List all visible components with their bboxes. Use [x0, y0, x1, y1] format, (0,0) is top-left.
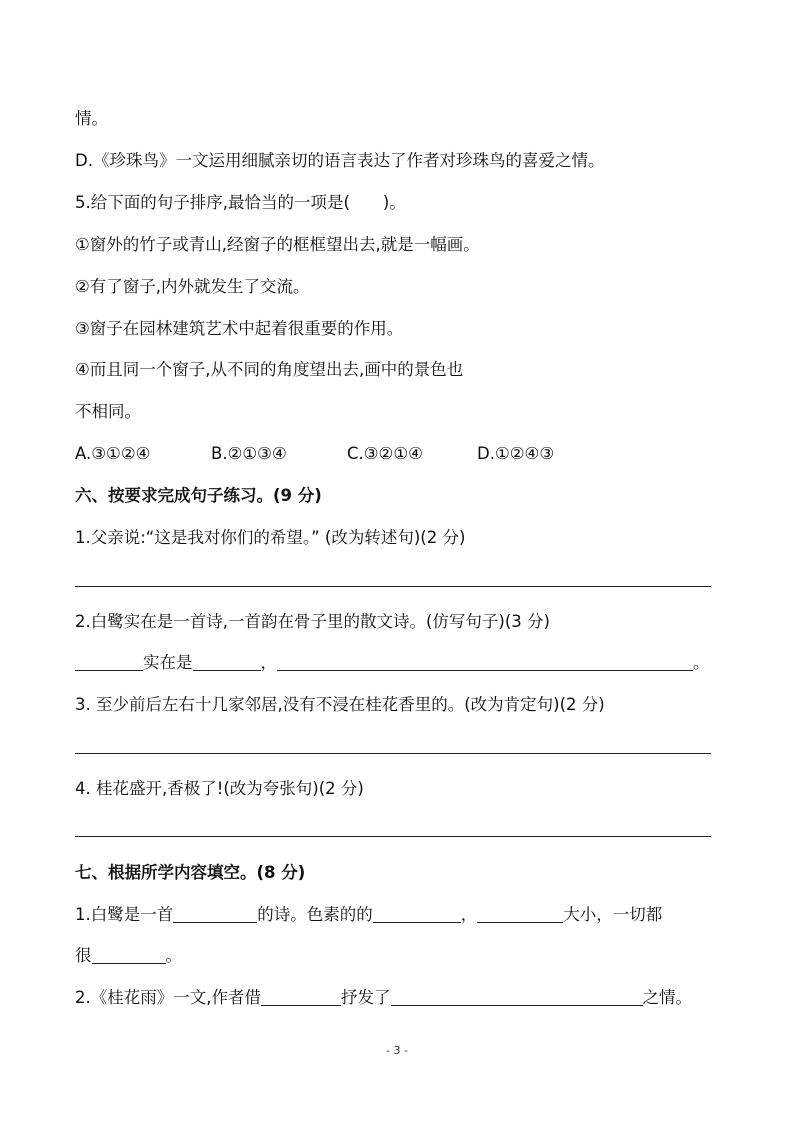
question-5: 5.给下面的句子排序,最恰当的一项是( )。 — [75, 193, 406, 212]
option-b[interactable]: B.②①③④ — [211, 444, 287, 463]
fill-text: 大小，一切都 — [563, 905, 663, 924]
blank-size[interactable] — [477, 904, 563, 923]
fill-text: 之情。 — [642, 988, 692, 1007]
sentence-1: ①窗外的竹子或青山,经窗子的框框望出去,就是一幅画。 — [75, 235, 480, 254]
imitation-sentence-row — [75, 652, 710, 674]
option-c[interactable]: C.③②①④ — [347, 444, 423, 463]
blank-subject[interactable] — [75, 652, 143, 671]
fill-text: 的诗。色素的的 — [257, 905, 373, 924]
fill-text: 实在是 — [143, 653, 193, 672]
blank-poem-type[interactable] — [173, 904, 257, 923]
section-6-question-2: 2.白鹭实在是一首诗,一首韵在骨子里的散文诗。(仿写句子)(3 分) — [75, 612, 550, 631]
answer-line-3[interactable] — [75, 753, 711, 754]
section-7-heading: 七、根据所学内容填空。(8 分) — [75, 863, 306, 882]
page-number: - 3 - — [386, 1044, 408, 1057]
section-7-question-2 — [75, 987, 692, 1009]
option-a[interactable]: A.③①②④ — [75, 444, 151, 463]
sentence-4-cont: 不相同。 — [75, 402, 141, 421]
answer-options — [75, 443, 554, 465]
sentence-2: ②有了窗子,内外就发生了交流。 — [75, 277, 310, 296]
option-d-statement: D.《珍珠鸟》一文运用细腻亲切的语言表达了作者对珍珠鸟的喜爱之情。 — [75, 151, 605, 170]
fill-period: 。 — [693, 653, 710, 672]
section-6-question-1: 1.父亲说:“这是我对你们的希望。” (改为转述句)(2 分) — [75, 528, 466, 547]
blank-object[interactable] — [261, 987, 341, 1006]
fill-comma: ， — [260, 653, 277, 672]
fill-text: 抒发了 — [341, 988, 391, 1007]
continued-text: 情。 — [75, 109, 108, 128]
fill-period: 。 — [165, 946, 182, 965]
answer-line-4[interactable] — [75, 836, 711, 837]
section-6-heading: 六、按要求完成句子练习。(9 分) — [75, 486, 322, 505]
section-6-question-4: 4. 桂花盛开,香极了!(改为夸张句)(2 分) — [75, 779, 364, 798]
blank-description[interactable] — [277, 652, 693, 671]
fill-text: 2.《桂花雨》一文,作者借 — [75, 988, 261, 1007]
fill-comma: ， — [460, 905, 478, 924]
section-7-question-1-cont — [75, 945, 182, 967]
blank-suitable[interactable] — [92, 945, 166, 964]
fill-text: 很 — [75, 946, 92, 965]
sentence-3: ③窗子在园林建筑艺术中起着很重要的作用。 — [75, 319, 404, 338]
blank-predicate[interactable] — [193, 652, 261, 671]
section-6-question-3: 3. 至少前后左右十几家邻居,没有不浸在桂花香里的。(改为肯定句)(2 分) — [75, 695, 605, 714]
fill-text: 1.白鹭是一首 — [75, 905, 174, 924]
section-7-question-1 — [75, 904, 662, 926]
option-d[interactable]: D.①②④③ — [477, 444, 555, 463]
sentence-4: ④而且同一个窗子,从不同的角度望出去,画中的景色也 — [75, 360, 464, 379]
answer-line-1[interactable] — [75, 586, 711, 587]
blank-color[interactable] — [373, 904, 461, 923]
blank-feeling[interactable] — [391, 987, 643, 1006]
